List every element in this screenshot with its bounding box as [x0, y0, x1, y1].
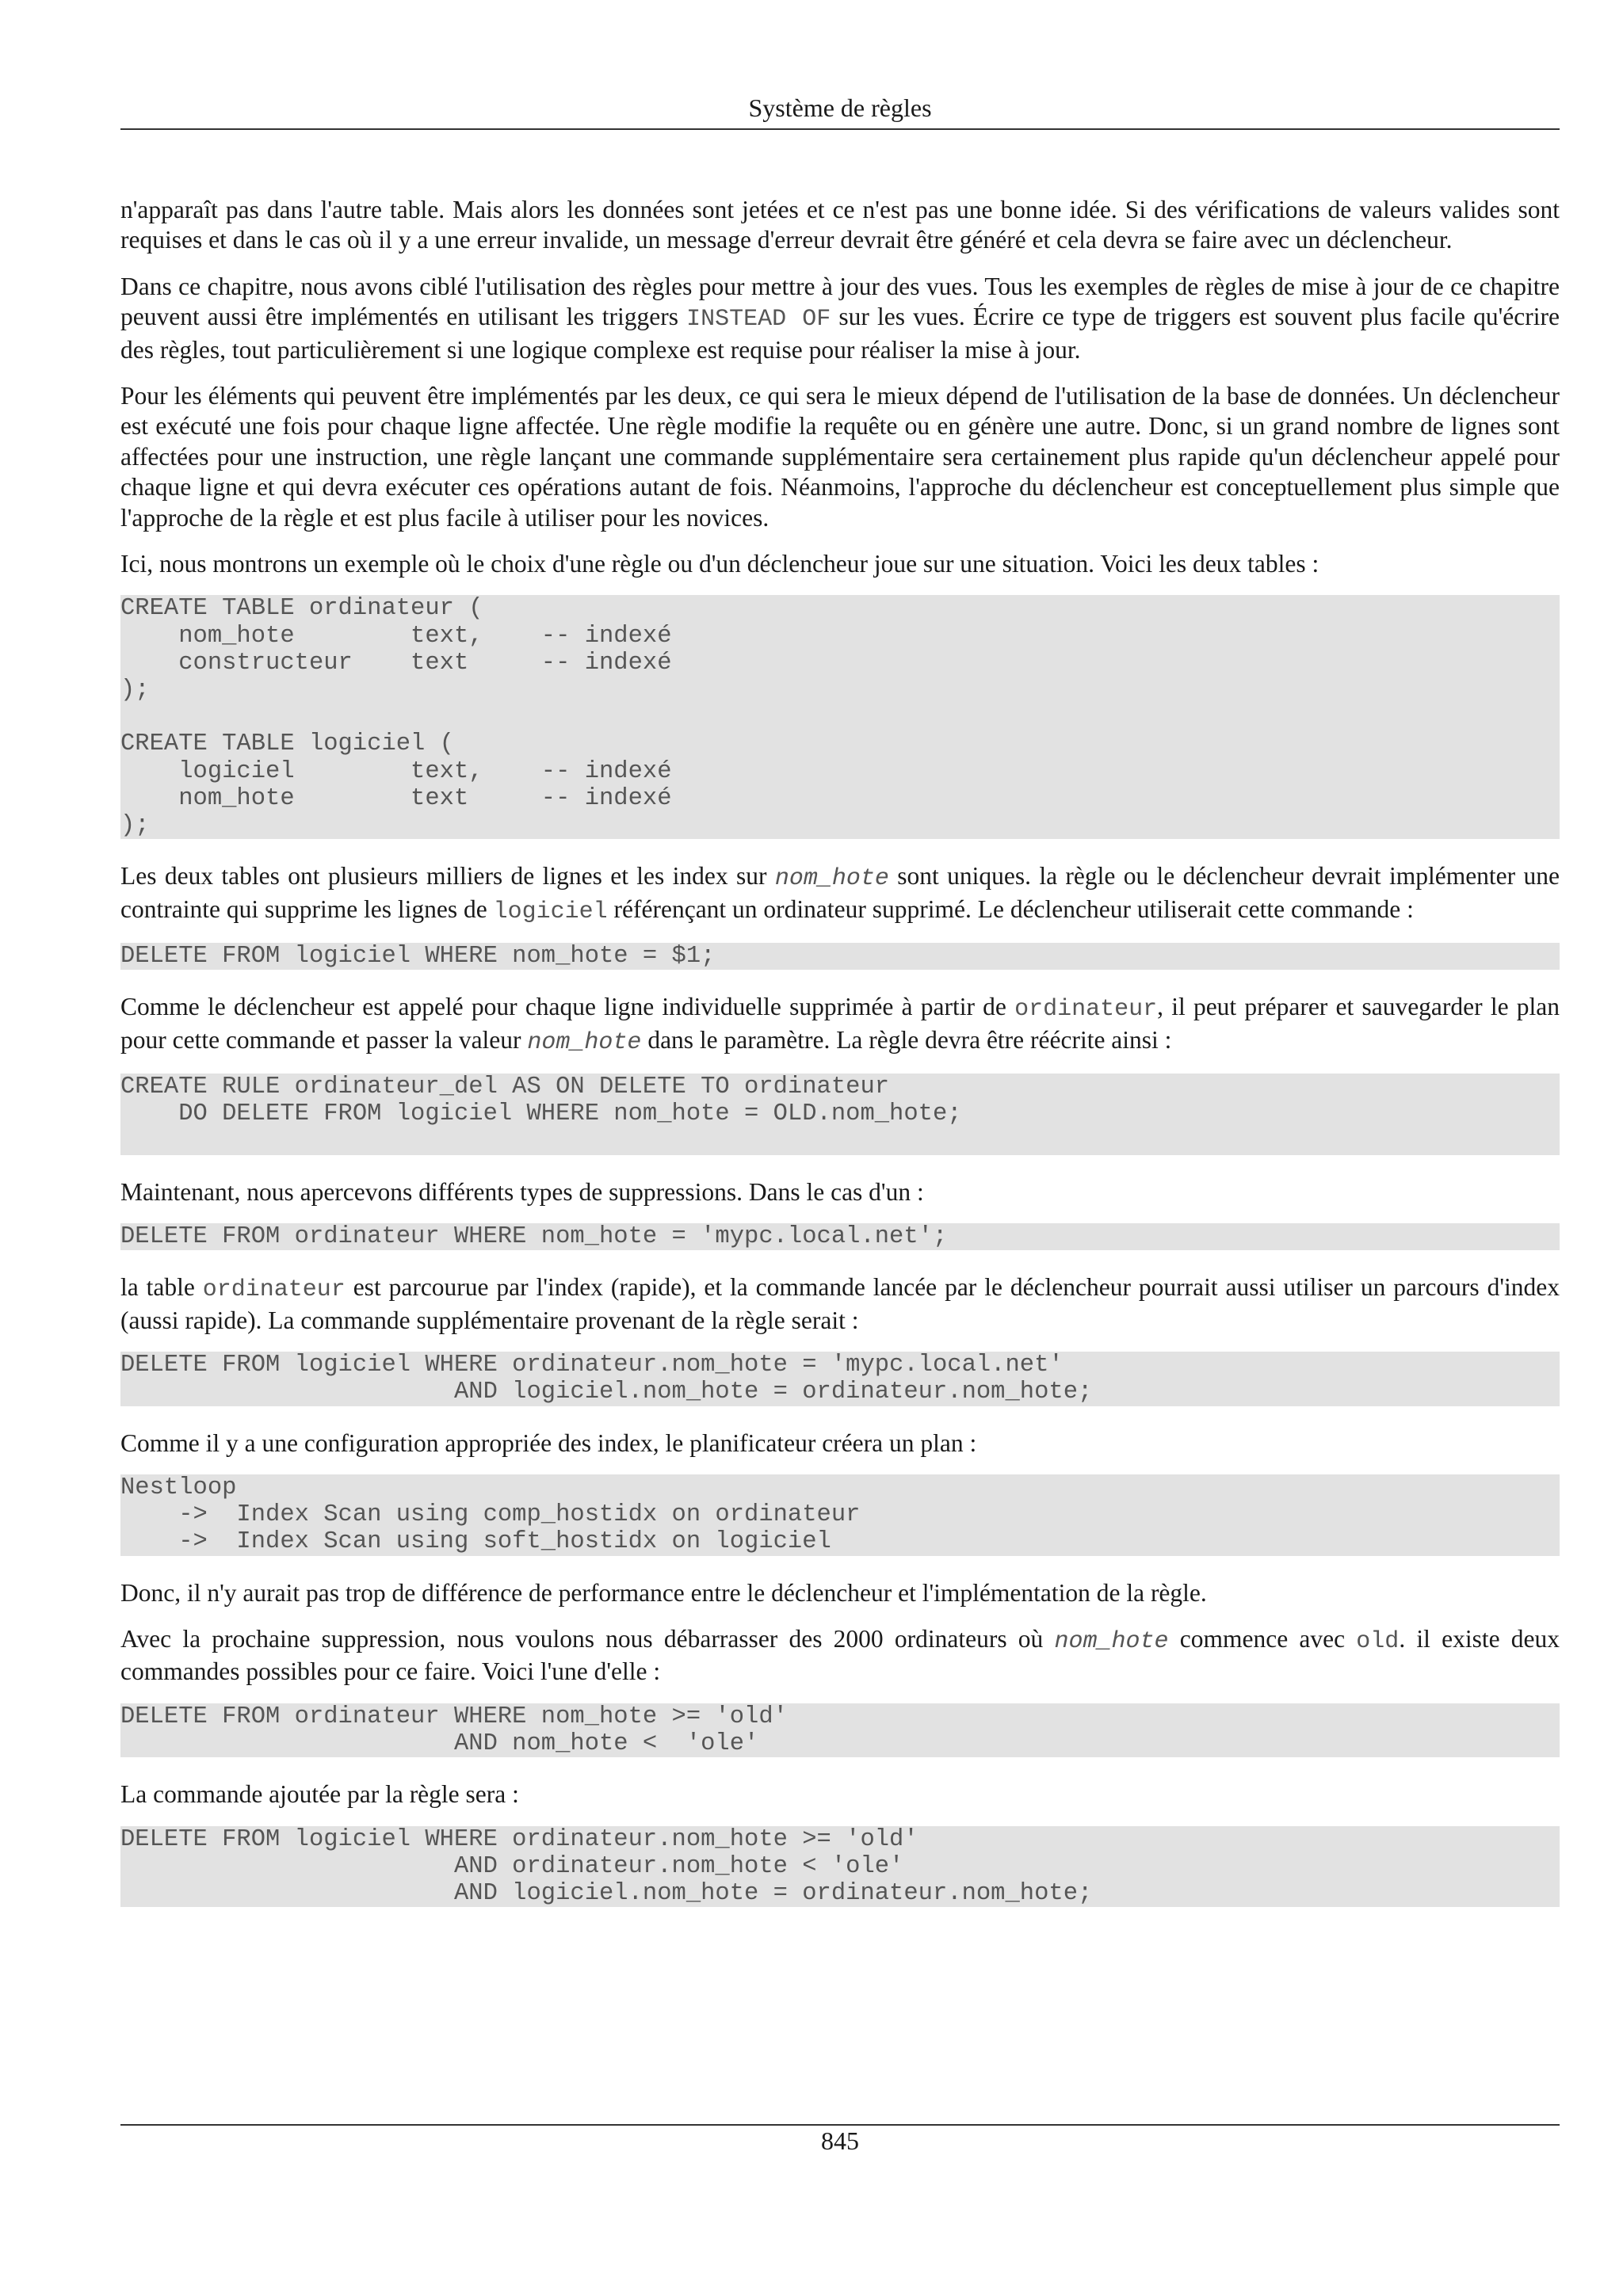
header-rule	[120, 128, 1560, 130]
inline-code: nom_hote	[527, 1028, 642, 1056]
paragraph-12: La commande ajoutée par la règle sera :	[120, 1780, 519, 1809]
paragraph-10: Donc, il n'y aurait pas trop de différence de performance entre le déclencheur et l'implémentation de la règle.	[120, 1578, 1207, 1607]
page-number: 845	[821, 2126, 859, 2155]
inline-code: ordinateur	[1014, 996, 1158, 1024]
inline-code: nom_hote	[1054, 1627, 1169, 1655]
code-block-create-tables: CREATE TABLE ordinateur ( nom_hote text, -- indexé constructeur text -- indexé ); CREATE TABLE logiciel ( logiciel text, -- indexé nom_hote text -- indexé );	[120, 595, 1560, 839]
paragraph-3: Pour les éléments qui peuvent être implémentés par les deux, ce qui sera le mieux dépend de l'utilisation de la base de données. Un déclencheur est exécuté une fois pour chaque ligne affectée. Une règle modifie la requête ou en génère une autre. Donc, si un grand nombre de lignes sont affectées pour une instruction, une règle lançant une commande supplémentaire sera certainement plus rapide qu'un déclencheur appelé pour chaque ligne et qui devra exécuter ces opérations autant de fois. Néanmoins, l'approche du déclencheur est conceptuellement plus simple que l'approche de la règle et est plus facile à utiliser pour les novices.	[120, 382, 1560, 532]
document-page	[120, 0, 1560, 2296]
paragraph-4: Ici, nous montrons un exemple où le choix d'une règle ou d'un déclencheur joue sur une situation. Voici les deux tables :	[120, 550, 1319, 578]
inline-code: INSTEAD OF	[686, 306, 831, 334]
paragraph-2: Dans ce chapitre, nous avons ciblé l'utilisation des règles pour mettre à jour des vues. Tous les exemples de règles de mise à jour de ce chapitre peuvent aussi être implémentés en utilisant les triggers INSTEAD OF sur les vues. Écrire ce type de triggers est souvent plus facile qu'écrire des règles, tout particulièrement si une logique complexe est requise pour réaliser la mise à jour.	[120, 272, 1560, 364]
paragraph-7: Maintenant, nous apercevons différents types de suppressions. Dans le cas d'un :	[120, 1177, 924, 1206]
page-body	[120, 195, 1560, 1929]
running-header: Système de règles	[748, 93, 932, 122]
paragraph-1: n'apparaît pas dans l'autre table. Mais alors les données sont jetées et ce n'est pas une bonne idée. Si des vérifications de valeurs valides sont requises et dans le cas où il y a une erreur invalide, un message d'erreur devrait être généré et cela devra se faire avec un déclencheur.	[120, 196, 1560, 254]
code-block-delete-old: DELETE FROM ordinateur WHERE nom_hote >= 'old' AND nom_hote < 'ole'	[120, 1703, 1560, 1757]
code-block-create-rule: CREATE RULE ordinateur_del AS ON DELETE TO ordinateur DO DELETE FROM logiciel WHERE nom_hote = OLD.nom_hote;	[120, 1074, 1560, 1155]
inline-code: logiciel	[493, 898, 608, 925]
paragraph-5: Les deux tables ont plusieurs milliers de lignes et les index sur nom_hote sont uniques. la règle ou le déclencheur devrait implémenter une contrainte qui supprime les lignes de logiciel référençant un ordinateur supprimé. Le déclencheur utiliserait cette commande :	[120, 862, 1560, 925]
code-block-plan: Nestloop -> Index Scan using comp_hostidx on ordinateur -> Index Scan using soft_hostidx on logiciel	[120, 1474, 1560, 1556]
paragraph-8: la table ordinateur est parcourue par l'index (rapide), et la commande lancée par le déclencheur pourrait aussi utiliser un parcours d'index (aussi rapide). La commande supplémentaire provenant de la règle serait :	[120, 1273, 1560, 1334]
paragraph-11: Avec la prochaine suppression, nous voulons nous débarrasser des 2000 ordinateurs où nom_hote commence avec old. il existe deux commandes possibles pour ce faire. Voici l'une d'elle :	[120, 1624, 1560, 1686]
code-block-rule-delete-old: DELETE FROM logiciel WHERE ordinateur.nom_hote >= 'old' AND ordinateur.nom_hote < 'ole' AND logiciel.nom_hote = ordinateur.nom_hote;	[120, 1826, 1560, 1908]
paragraph-6: Comme le déclencheur est appelé pour chaque ligne individuelle supprimée à partir de ordinateur, il peut préparer et sauvegarder le plan pour cette commande et passer la valeur nom_hote dans le paramètre. La règle devra être réécrite ainsi :	[120, 993, 1560, 1056]
paragraph-9: Comme il y a une configuration appropriée des index, le planificateur créera un plan :	[120, 1428, 977, 1457]
inline-code: nom_hote	[774, 865, 889, 893]
code-block-trigger-delete: DELETE FROM logiciel WHERE nom_hote = $1;	[120, 943, 1560, 970]
code-block-rule-delete: DELETE FROM logiciel WHERE ordinateur.nom_hote = 'mypc.local.net' AND logiciel.nom_hote = ordinateur.nom_hote;	[120, 1352, 1560, 1405]
code-block-delete-mypc: DELETE FROM ordinateur WHERE nom_hote = 'mypc.local.net';	[120, 1223, 1560, 1250]
inline-code: ordinateur	[202, 1276, 346, 1304]
inline-code: old	[1356, 1627, 1400, 1655]
